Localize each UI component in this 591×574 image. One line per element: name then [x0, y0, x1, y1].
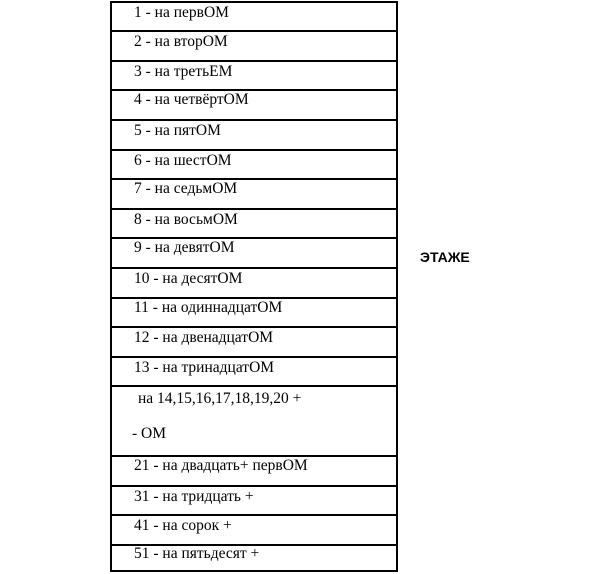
row-text: 5 - на пятОМ	[134, 122, 221, 139]
table-row	[112, 299, 396, 328]
row-text: 8 - на восьмОМ	[134, 211, 238, 228]
table-row	[112, 358, 396, 387]
row-text: 51 - на пятьдесят +	[134, 545, 260, 562]
row-text: 2 - на вторОМ	[134, 33, 228, 50]
row-text: на 14,15,16,17,18,19,20 +	[138, 390, 302, 407]
row-text: 41 - на сорок +	[134, 517, 232, 534]
row-text: 12 - на двенадцатОМ	[134, 329, 274, 346]
row-text: 21 - на двадцать+ первОМ	[134, 457, 308, 474]
table-row	[112, 151, 396, 180]
row-text: 4 - на четвёртОМ	[134, 91, 249, 108]
table-row	[112, 32, 396, 62]
side-label: ЭТАЖЕ	[420, 249, 470, 265]
row-text: 7 - на седьмОМ	[134, 180, 238, 197]
table-row	[112, 328, 396, 358]
row-text: 3 - на третьЕМ	[134, 63, 233, 80]
table-row	[112, 91, 396, 121]
table-row	[112, 3, 396, 32]
row-text: 11 - на одиннадцатОМ	[134, 299, 283, 316]
table-row	[112, 546, 396, 570]
row-text: 6 - на шестОМ	[134, 152, 232, 169]
floors-table	[110, 1, 398, 572]
table-row	[112, 62, 396, 91]
table-row	[112, 387, 396, 457]
table-row	[112, 121, 396, 151]
table-row	[112, 487, 396, 516]
row-text: 1 - на первОМ	[134, 4, 229, 21]
row-text: 10 - на десятОМ	[134, 270, 243, 287]
table-row	[112, 210, 396, 239]
table-row	[112, 457, 396, 487]
row-text: 13 - на тринадцатОМ	[134, 359, 275, 376]
table-row	[112, 269, 396, 299]
row-text: 9 - на девятОМ	[134, 239, 235, 256]
row-text: 31 - на тридцать +	[134, 488, 254, 505]
table-row	[112, 180, 396, 210]
table-row	[112, 516, 396, 546]
row-text: - ОМ	[132, 425, 167, 442]
table-row	[112, 239, 396, 269]
